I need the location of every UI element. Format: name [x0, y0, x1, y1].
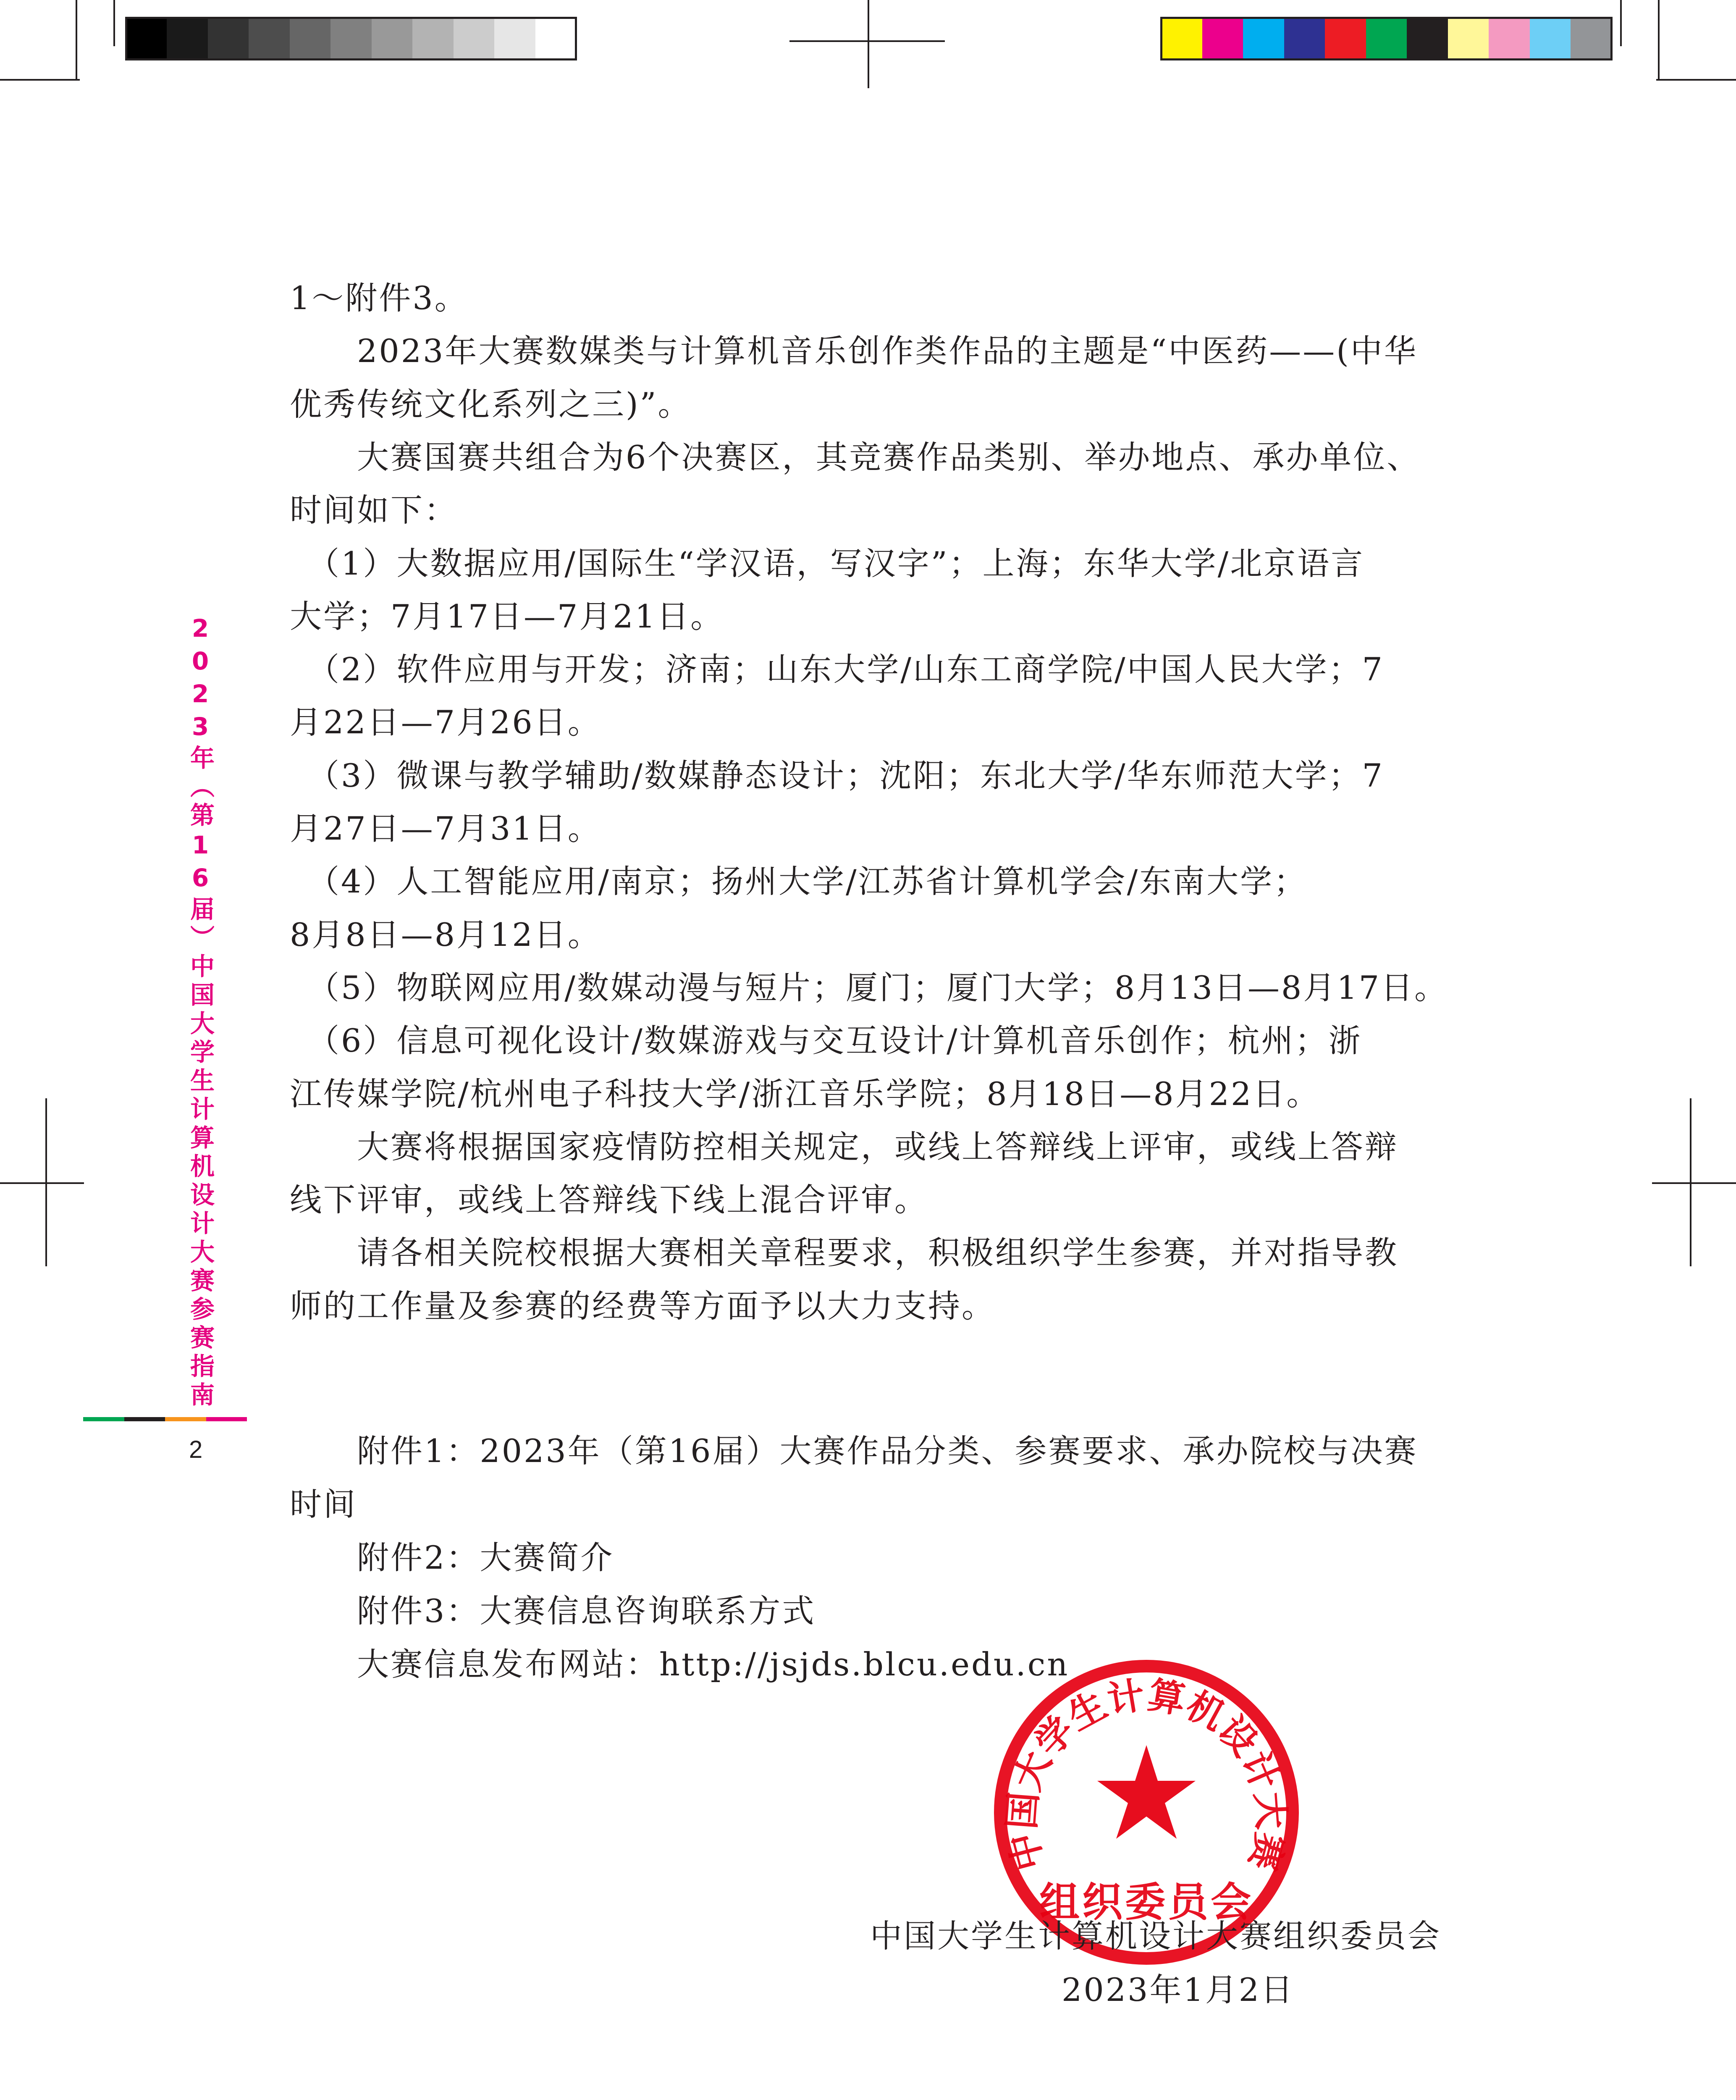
- text-line: 1～附件3。: [290, 279, 468, 317]
- text-line: 优秀传统文化系列之三)”。: [290, 385, 692, 423]
- gray-bar-frame: [125, 17, 577, 60]
- text-line: 时间如下：: [290, 491, 458, 529]
- sidebar-color-divider: [83, 1417, 247, 1421]
- text-line: 大赛国赛共组合为6个决赛区，其竞赛作品类别、举办地点、承办单位、: [290, 438, 1421, 476]
- attachment-line: 附件2：大赛简介: [290, 1539, 614, 1576]
- attachment-line: 大赛信息发布网站：http://jsjds.blcu.edu.cn: [290, 1646, 1070, 1683]
- text-line: （6）信息可视化设计/数媒游戏与交互设计/计算机音乐创作；杭州；浙: [290, 1022, 1362, 1060]
- divider-segment: [83, 1417, 124, 1421]
- attachment-line: 时间: [290, 1486, 357, 1523]
- text-line: （5）物联网应用/数媒动漫与短片；厦门；厦门大学；8月13日—8月17日。: [290, 969, 1448, 1006]
- text-line: 月27日—7月31日。: [290, 810, 601, 847]
- text-line: （4）人工智能应用/南京；扬州大学/江苏省计算机学会/东南大学；: [290, 863, 1308, 900]
- text-line: 请各相关院校根据大赛相关章程要求，积极组织学生参赛，并对指导教: [290, 1234, 1398, 1272]
- seal-bottom-text: 组织委员会: [1039, 1879, 1253, 1926]
- signature-date: 2023年1月2日: [1062, 1971, 1295, 2008]
- sidebar-book-title: 2023年（第16届）中国大学生计算机设计大赛参赛指南: [186, 614, 215, 1410]
- text-line: （2）软件应用与开发；济南；山东大学/山东工商学院/中国人民大学；7: [290, 651, 1384, 688]
- text-line: 8月8日—8月12日。: [290, 916, 601, 953]
- divider-segment: [124, 1417, 165, 1421]
- signature-organization: 中国大学生计算机设计大赛组织委员会: [870, 1917, 1441, 1955]
- seal-ring-text: 中国大学生计算机设计大赛: [999, 1673, 1293, 1875]
- text-line: （3）微课与教学辅助/数媒静态设计；沈阳；东北大学/华东师范大学；7: [290, 756, 1384, 794]
- text-line: 大学；7月17日—7月21日。: [290, 597, 724, 635]
- color-bar-frame: [1160, 17, 1613, 60]
- divider-segment: [206, 1417, 247, 1421]
- text-line: 2023年大赛数媒类与计算机音乐创作类作品的主题是“中医药——(中华: [290, 332, 1418, 370]
- text-line: 线下评审，或线上答辩线下线上混合评审。: [290, 1181, 928, 1219]
- attachment-line: 附件3：大赛信息咨询联系方式: [290, 1592, 816, 1630]
- text-line: 月22日—7月26日。: [290, 704, 601, 741]
- text-line: 江传媒学院/杭州电子科技大学/浙江音乐学院；8月18日—8月22日。: [290, 1075, 1320, 1113]
- page-number: 2: [189, 1436, 203, 1463]
- text-line: （1）大数据应用/国际生“学汉语，写汉字”；上海；东华大学/北京语言: [290, 544, 1365, 582]
- text-line: 师的工作量及参赛的经费等方面予以大力支持。: [290, 1287, 995, 1325]
- divider-segment: [165, 1417, 206, 1421]
- attachment-line: 附件1：2023年（第16届）大赛作品分类、参赛要求、承办院校与决赛: [290, 1432, 1418, 1470]
- text-line: 大赛将根据国家疫情防控相关规定，或线上答辩线上评审，或线上答辩: [290, 1128, 1398, 1166]
- star-icon: [1097, 1745, 1196, 1839]
